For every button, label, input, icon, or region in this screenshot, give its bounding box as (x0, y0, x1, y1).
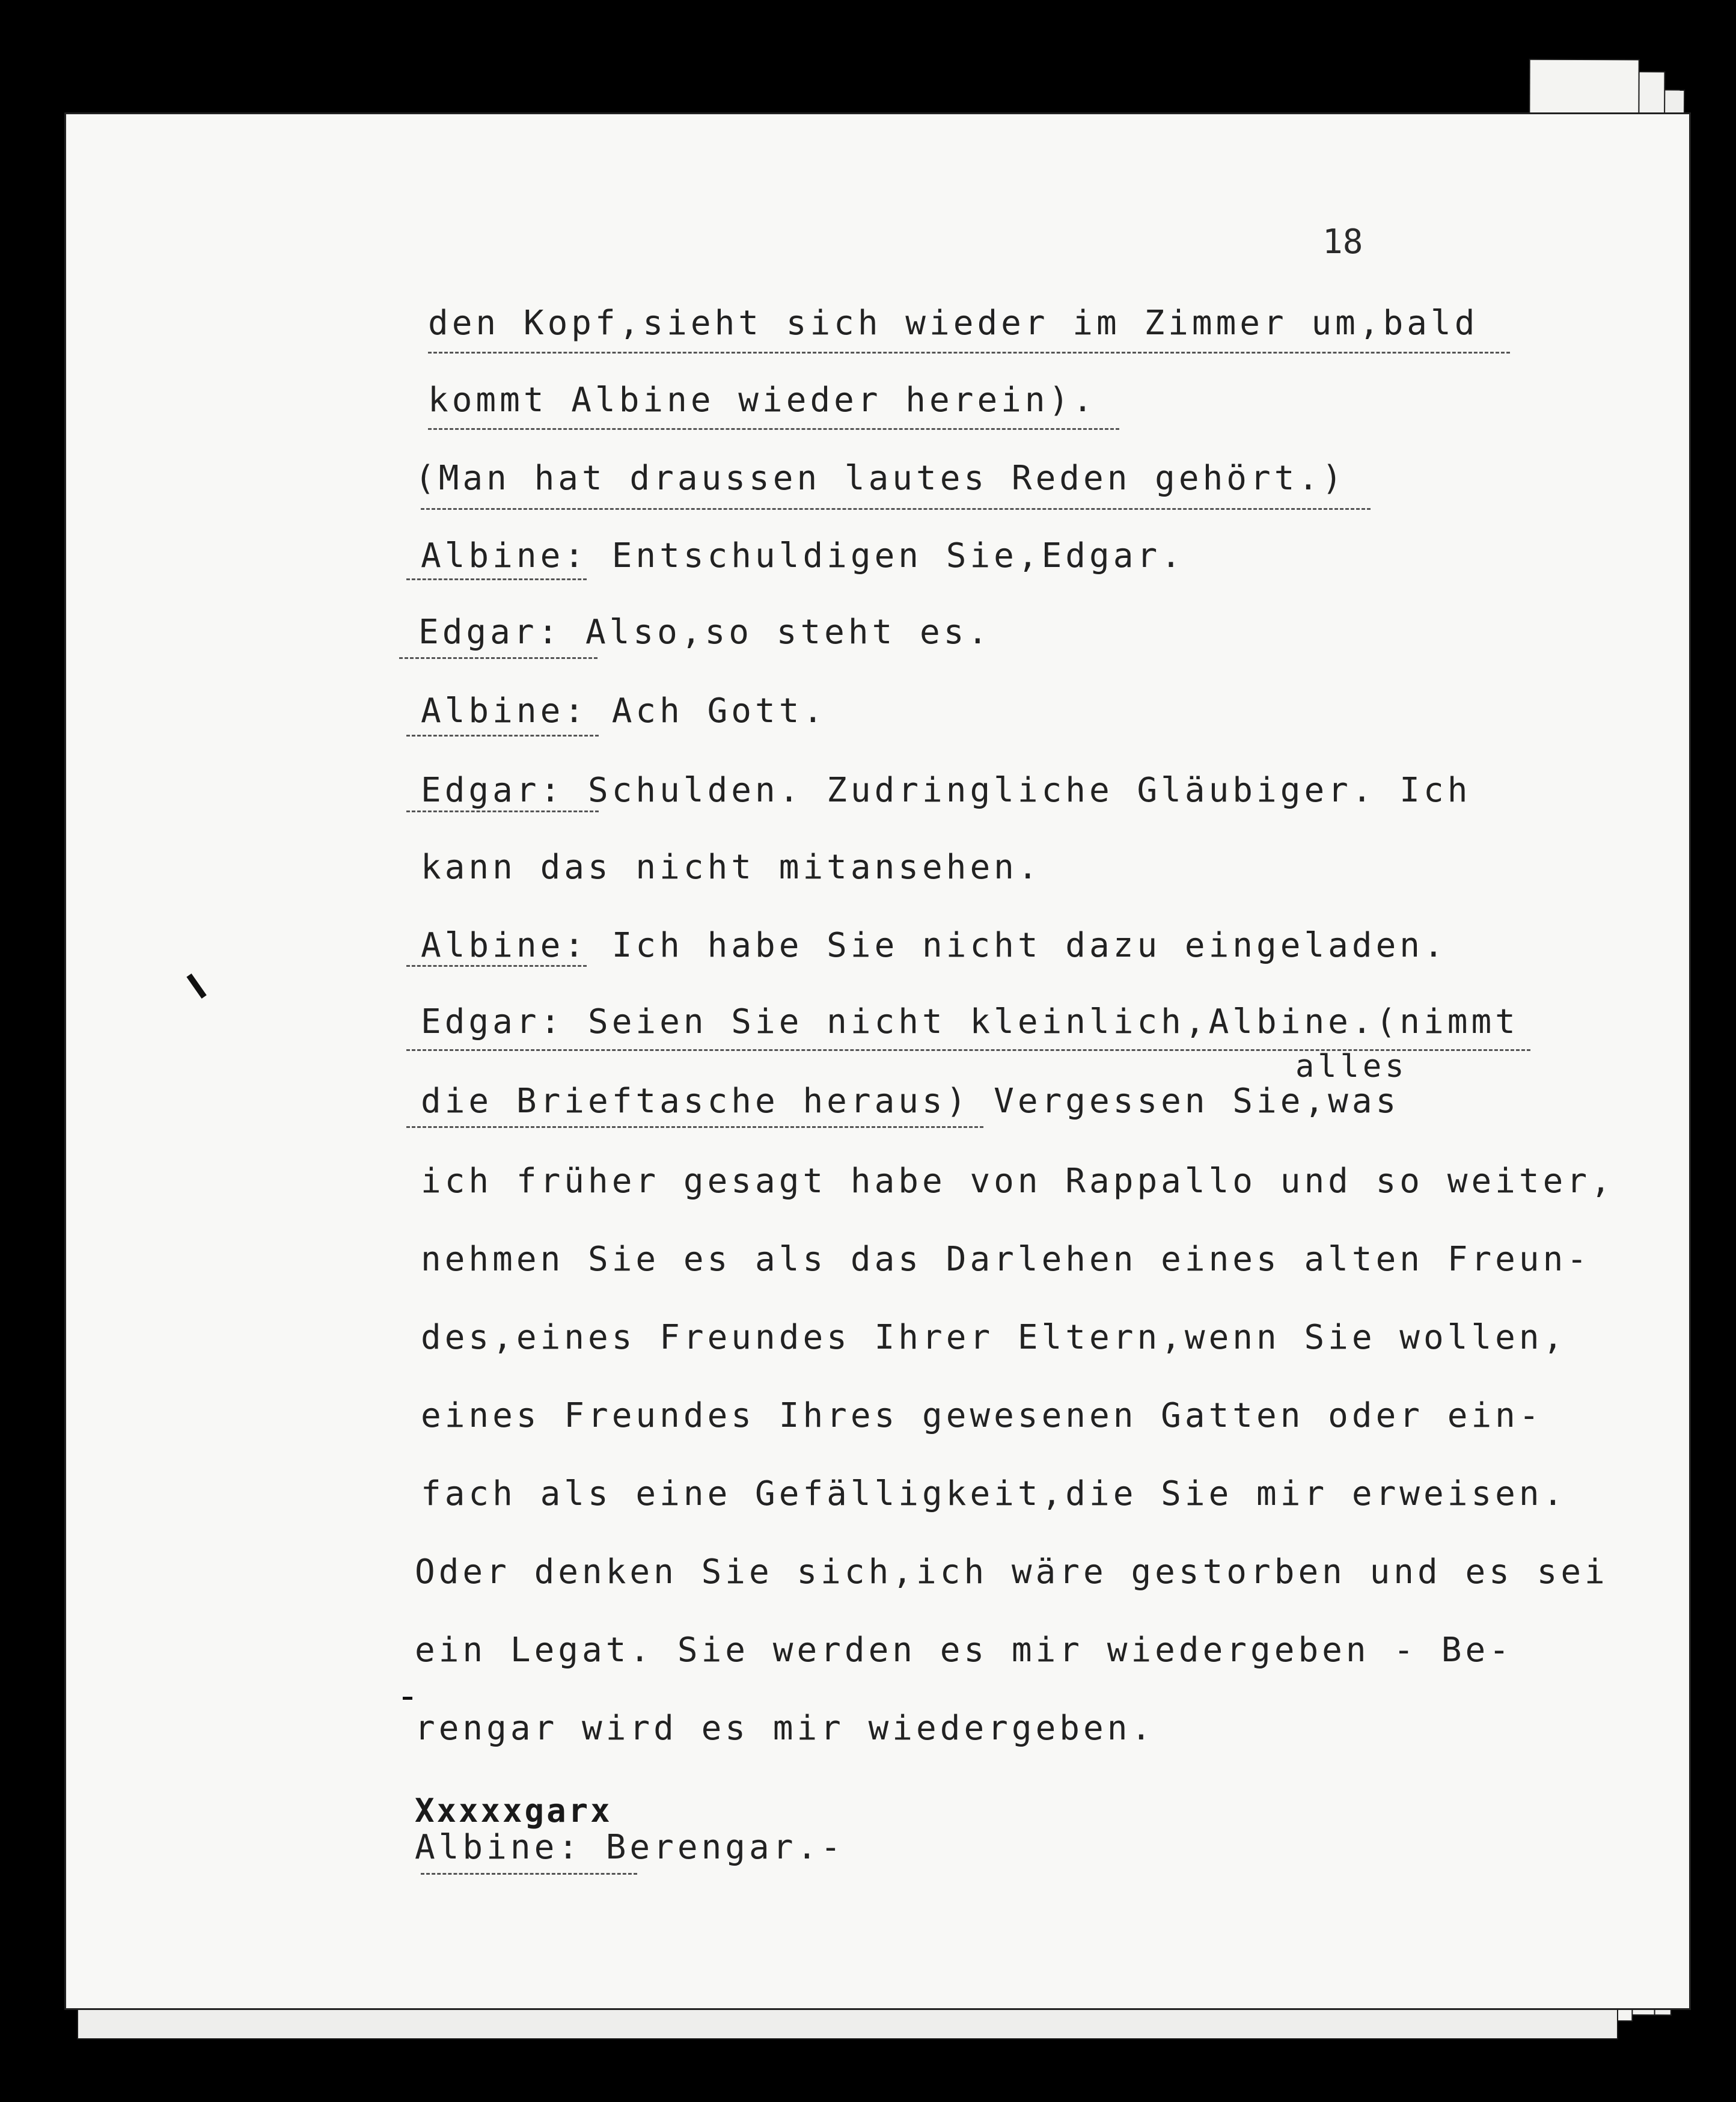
dialogue-line: nehmen Sie es als das Darlehen eines alten Freun- (421, 1240, 1591, 1279)
text-line: den Kopf,sieht sich wieder im Zimmer um,bald (428, 304, 1479, 343)
dialogue-line: Edgar: Seien Sie nicht kleinlich,Albine.(nimmt (421, 1002, 1519, 1041)
speaker-underline (406, 578, 587, 580)
dialogue-line: rengar wird es mir wiedergeben. (415, 1709, 1155, 1748)
underline (428, 428, 1119, 430)
speaker-underline (406, 965, 587, 967)
dialogue-line: fach als eine Gefälligkeit,die Sie mir erweisen. (421, 1474, 1567, 1513)
text-line: kommt Albine wieder herein). (428, 381, 1097, 420)
dialogue-line: ich früher gesagt habe von Rappallo und so weiter, (421, 1162, 1615, 1201)
underline (406, 1126, 983, 1128)
struck-out-text: Xxxxxgarx (415, 1792, 613, 1830)
dialogue-line: eines Freundes Ihres gewesenen Gatten oder ein- (421, 1396, 1543, 1435)
dialogue-line: Edgar: Schulden. Zudringliche Gläubiger. Ich (421, 771, 1472, 810)
dialogue-line: ein Legat. Sie werden es mir wiedergeben - Be- (415, 1631, 1513, 1670)
underline (428, 352, 1510, 354)
speaker-underline (406, 810, 599, 812)
page-number: 18 (1322, 222, 1363, 262)
stage-direction: (Man hat draussen lautes Reden gehört.) (415, 459, 1346, 498)
dialogue-line: die Brieftasche heraus) Vergessen Sie,was (421, 1082, 1400, 1121)
speaker-underline (406, 735, 599, 737)
underline (421, 508, 1371, 510)
speaker-underline (421, 1873, 637, 1875)
ink-mark (403, 1697, 412, 1700)
dialogue-line: Albine: Ich habe Sie nicht dazu eingeladen. (421, 926, 1447, 965)
dialogue-line: Albine: Entschuldigen Sie,Edgar. (421, 536, 1185, 575)
dialogue-line: Oder denken Sie sich,ich wäre gestorben und es sei (415, 1552, 1609, 1592)
dialogue-line: kann das nicht mitansehen. (421, 848, 1042, 887)
dialogue-line: des,eines Freundes Ihrer Eltern,wenn Sie wollen, (421, 1318, 1567, 1357)
dialogue-line: Edgar: Also,so steht es. (418, 613, 992, 652)
interlinear-insertion: alles (1295, 1049, 1408, 1085)
dialogue-line: Albine: Berengar.- (415, 1828, 845, 1867)
speaker-underline (399, 657, 598, 659)
dialogue-line: Albine: Ach Gott. (421, 691, 827, 731)
